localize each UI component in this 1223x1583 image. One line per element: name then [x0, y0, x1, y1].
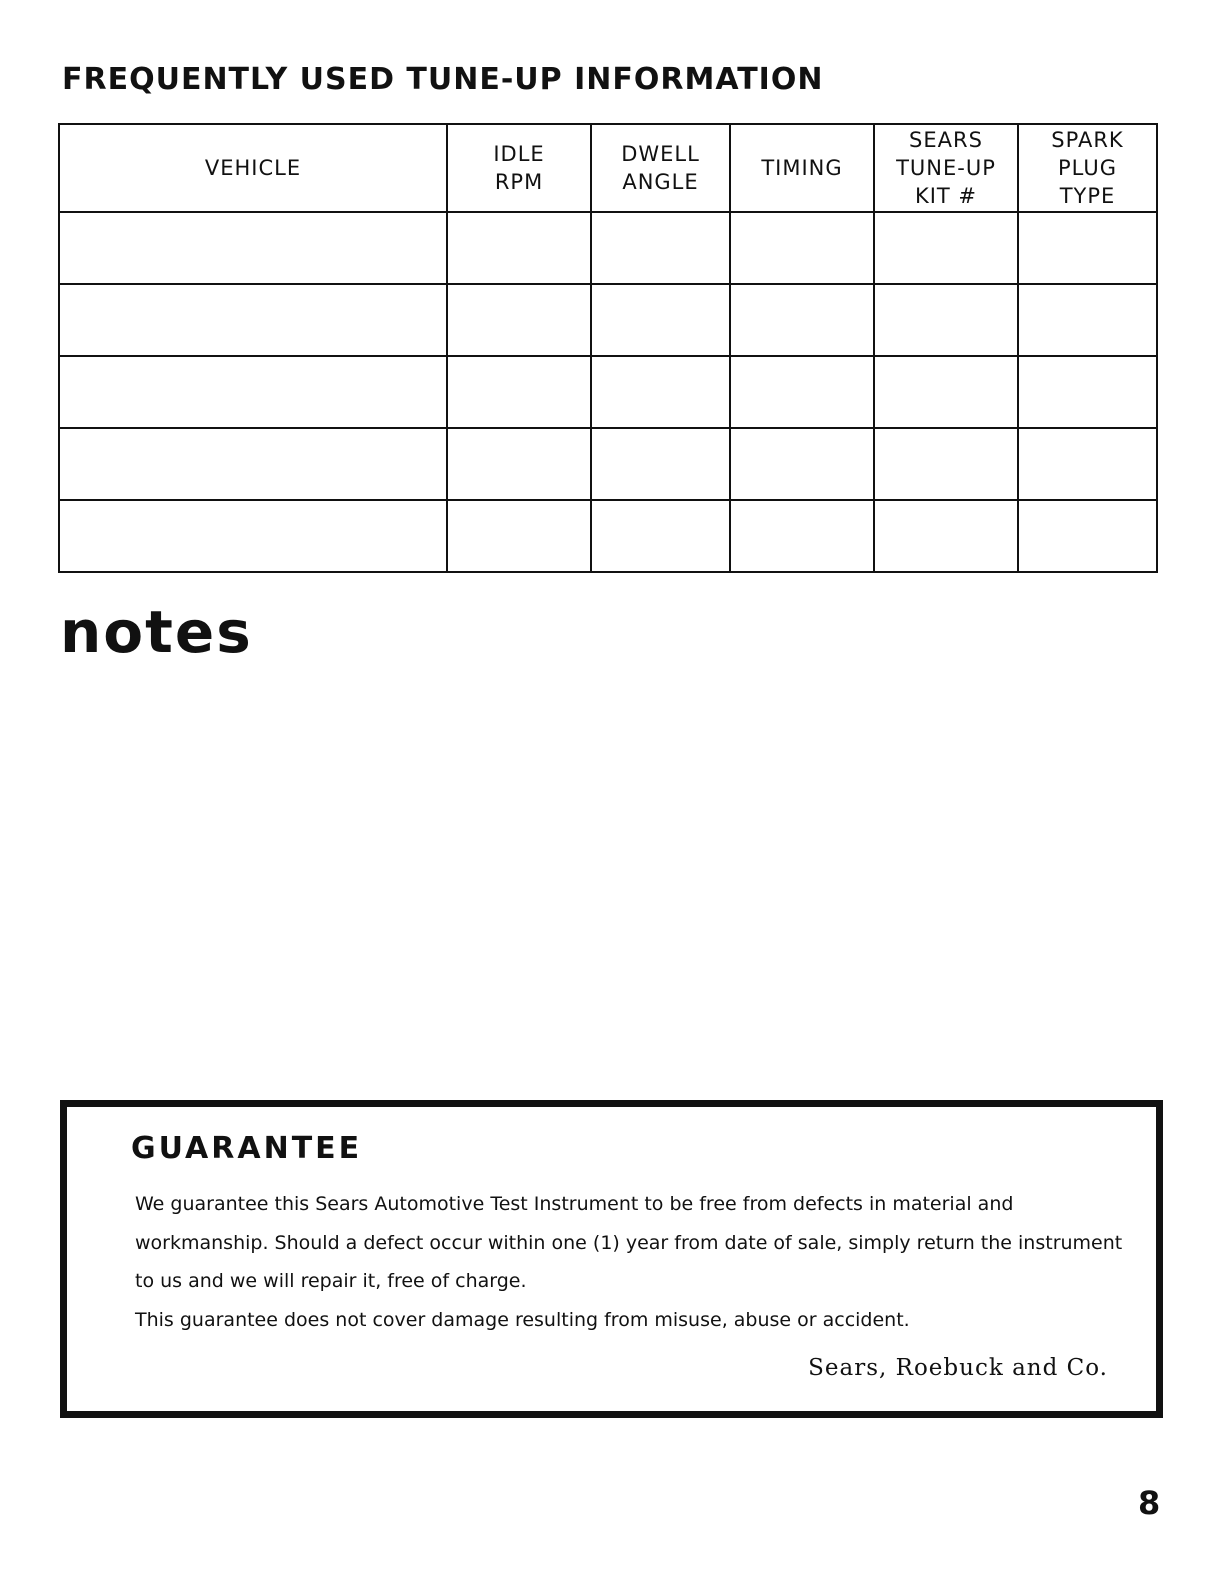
dwell-angle-cell[interactable]	[591, 500, 730, 572]
dwell-angle-cell[interactable]	[591, 284, 730, 356]
timing-cell[interactable]	[730, 428, 874, 500]
guarantee-exclusion: This guarantee does not cover damage resulting from misuse, abuse or accident.	[135, 1308, 910, 1331]
tune-up-table	[58, 123, 1158, 573]
timing-cell[interactable]	[730, 500, 874, 572]
vehicle-cell[interactable]	[59, 284, 447, 356]
kit-number-cell[interactable]	[874, 284, 1018, 356]
page-number: 8	[1138, 1484, 1161, 1522]
idle-rpm-cell[interactable]	[447, 212, 591, 284]
kit-number-cell[interactable]	[874, 212, 1018, 284]
spark-plug-cell[interactable]	[1018, 356, 1157, 428]
table-row	[59, 428, 1157, 500]
spark-plug-cell[interactable]	[1018, 428, 1157, 500]
dwell-angle-cell[interactable]	[591, 356, 730, 428]
header-dwell-angle: DWELL ANGLE	[591, 124, 730, 212]
header-timing: TIMING	[730, 124, 874, 212]
vehicle-cell[interactable]	[59, 212, 447, 284]
table-row	[59, 500, 1157, 572]
vehicle-cell[interactable]	[59, 356, 447, 428]
dwell-angle-cell[interactable]	[591, 428, 730, 500]
dwell-angle-cell[interactable]	[591, 212, 730, 284]
kit-number-cell[interactable]	[874, 428, 1018, 500]
idle-rpm-cell[interactable]	[447, 428, 591, 500]
header-idle-rpm: IDLE RPM	[447, 124, 591, 212]
table-row	[59, 356, 1157, 428]
idle-rpm-cell[interactable]	[447, 500, 591, 572]
vehicle-cell[interactable]	[59, 500, 447, 572]
vehicle-cell[interactable]	[59, 428, 447, 500]
timing-cell[interactable]	[730, 356, 874, 428]
guarantee-paragraph: We guarantee this Sears Automotive Test Instrument to be free from defects in material and workmanship. Should a defect occur within one (1) year from date of sale, simply return the instrument to us and we will repair it, free of charge.	[135, 1193, 1123, 1292]
company-signature: Sears, Roebuck and Co.	[808, 1355, 1108, 1381]
idle-rpm-cell[interactable]	[447, 284, 591, 356]
guarantee-box	[60, 1100, 1163, 1418]
spark-plug-cell[interactable]	[1018, 284, 1157, 356]
header-sears-kit: SEARS TUNE-UP KIT #	[874, 124, 1018, 212]
timing-cell[interactable]	[730, 212, 874, 284]
table-row	[59, 212, 1157, 284]
guarantee-text	[135, 1185, 1125, 1339]
kit-number-cell[interactable]	[874, 500, 1018, 572]
header-spark-plug-type: SPARK PLUG TYPE	[1018, 124, 1157, 212]
idle-rpm-cell[interactable]	[447, 356, 591, 428]
table-row	[59, 284, 1157, 356]
guarantee-title: GUARANTEE	[131, 1131, 363, 1166]
spark-plug-cell[interactable]	[1018, 212, 1157, 284]
spark-plug-cell[interactable]	[1018, 500, 1157, 572]
header-vehicle: VEHICLE	[59, 124, 447, 212]
notes-heading: notes	[60, 598, 253, 666]
kit-number-cell[interactable]	[874, 356, 1018, 428]
timing-cell[interactable]	[730, 284, 874, 356]
page-title: FREQUENTLY USED TUNE-UP INFORMATION	[62, 62, 824, 97]
table-header-row	[59, 124, 1157, 212]
